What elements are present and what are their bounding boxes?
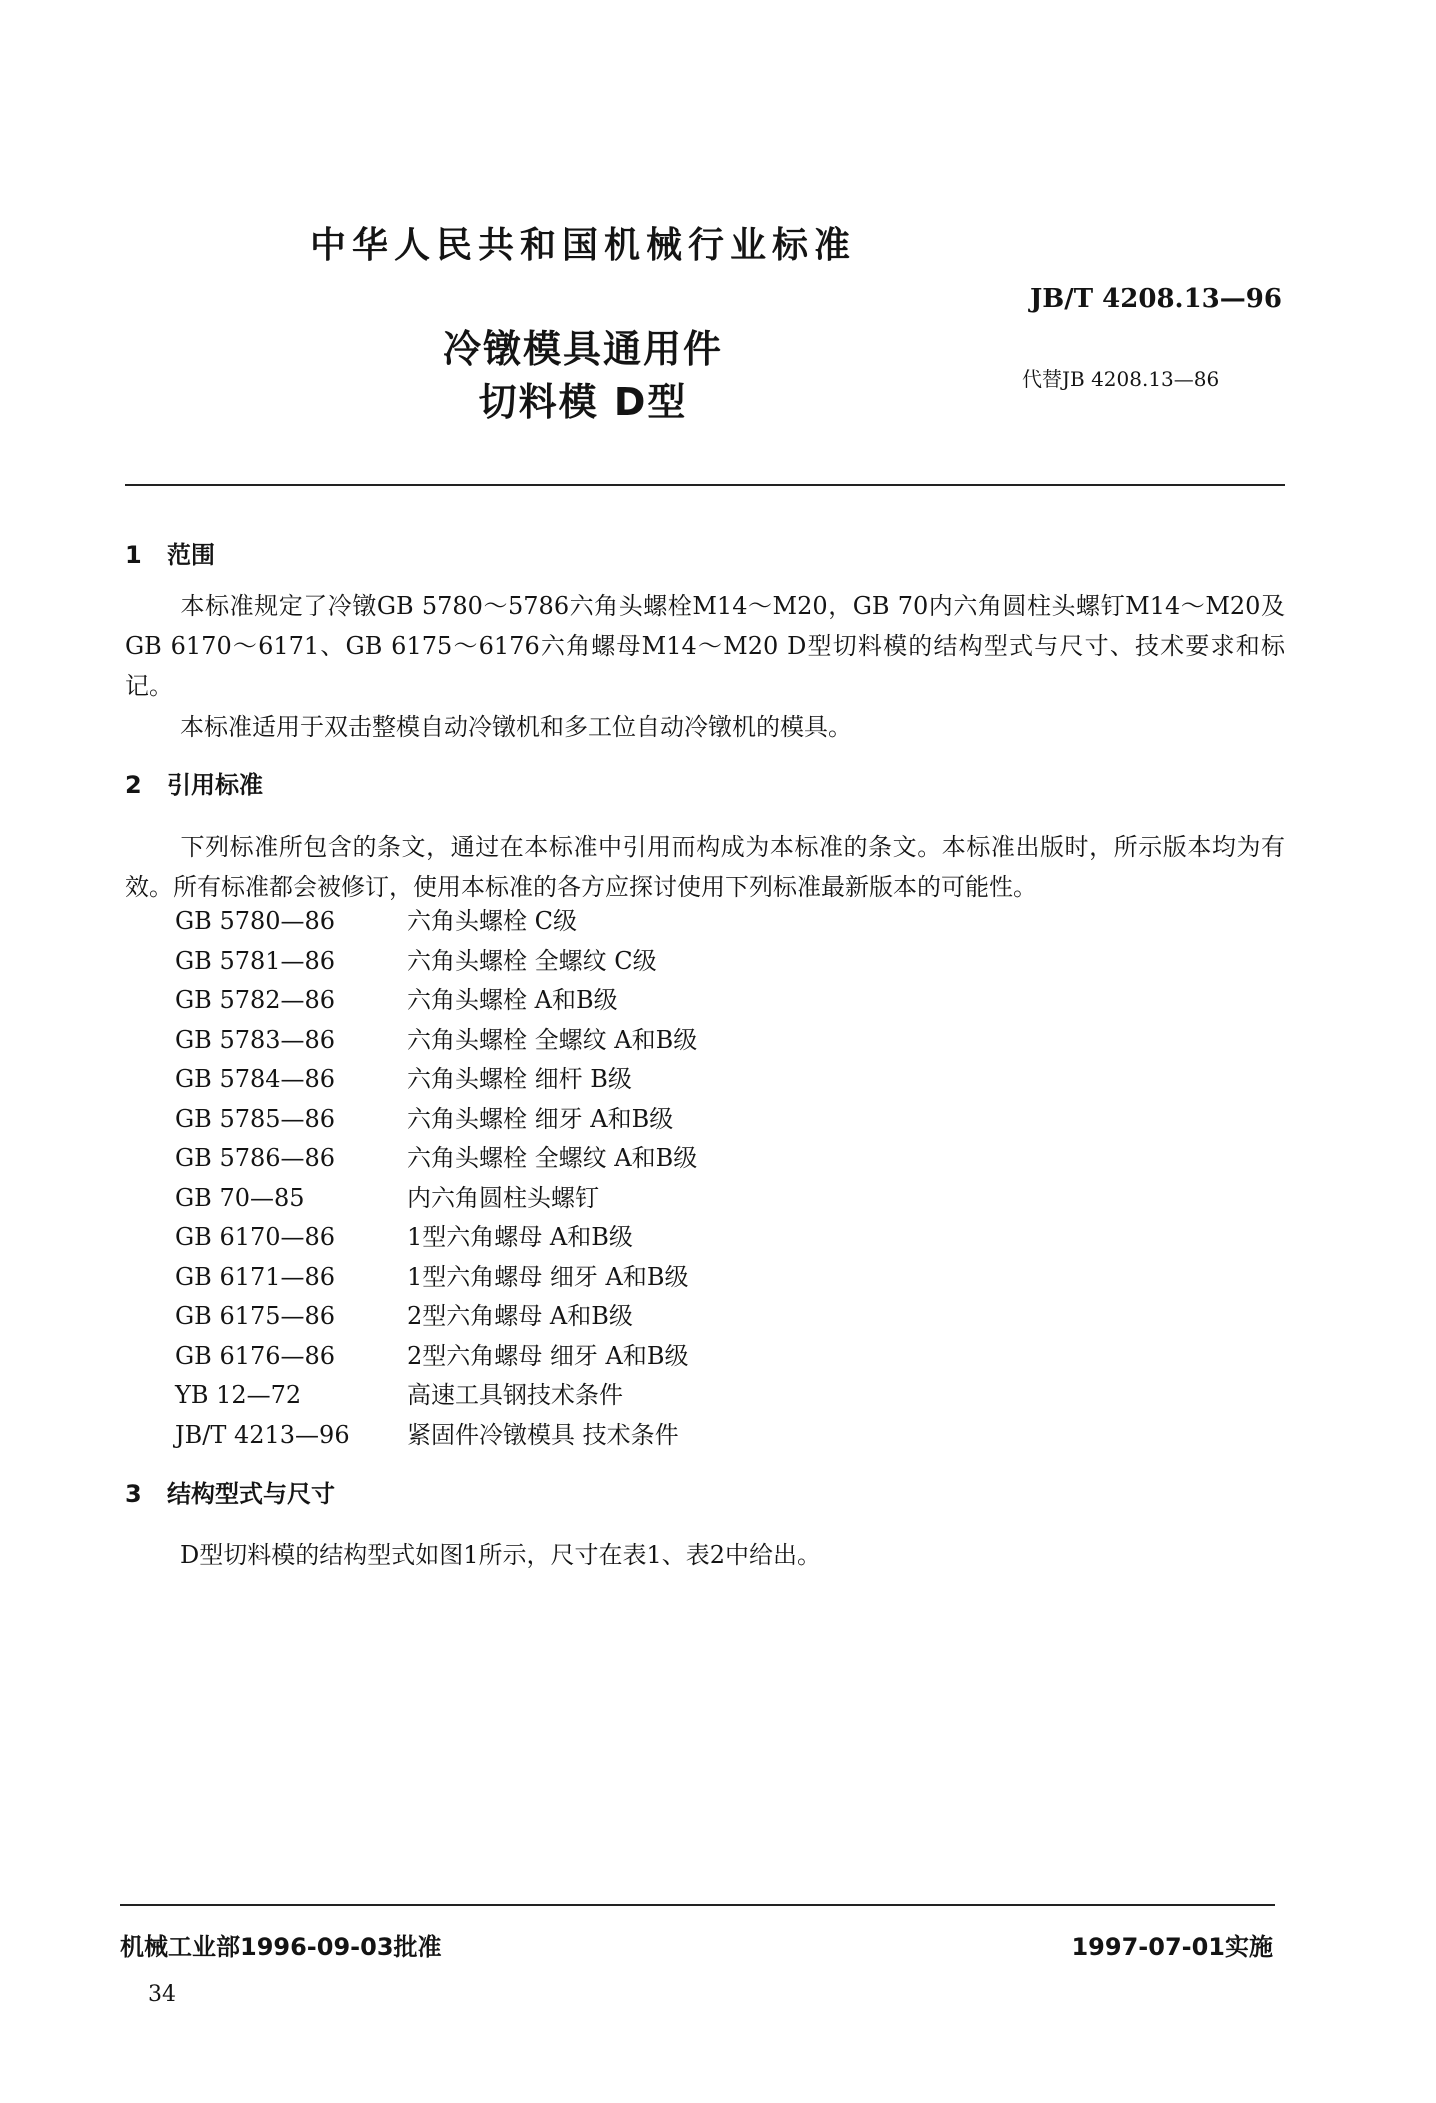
footer-divider <box>120 1904 1275 1906</box>
reference-code: GB 5782—86 <box>175 986 336 1014</box>
reference-item <box>175 1416 697 1456</box>
reference-code: GB 5783—86 <box>175 1025 336 1054</box>
reference-title: 2型六角螺母 细牙 A和B级 <box>407 1341 689 1370</box>
reference-code: GB 6170—86 <box>175 1223 336 1251</box>
reference-item <box>175 1337 697 1377</box>
reference-title: 内六角圆柱头螺钉 <box>407 1183 599 1212</box>
reference-title: 1型六角螺母 细牙 A和B级 <box>407 1262 689 1291</box>
reference-item <box>175 942 697 982</box>
reference-title: 六角头螺栓 细牙 A和B级 <box>407 1104 674 1133</box>
reference-code: GB 6175—86 <box>175 1302 336 1330</box>
standard-code: JB/T 4208.13—96 <box>1030 284 1282 314</box>
section-number: 1 <box>125 541 142 569</box>
document-title-line1: 冷镦模具通用件 <box>442 327 723 371</box>
reference-code: JB/T 4213—96 <box>175 1420 350 1449</box>
paragraph-text: 本标准规定了冷镦GB 5780～5786六角头螺栓M14～M20，GB 70内六角圆柱头螺钉M14～M20及GB 6170～6171、GB 6175～6176六角螺母M14～M20 D型切料模的结构型式与尺寸、技术要求和标记。 <box>125 592 1285 700</box>
reference-title: 1型六角螺母 A和B级 <box>407 1223 633 1251</box>
reference-title: 六角头螺栓 全螺纹 A和B级 <box>407 1144 698 1172</box>
reference-title: 六角头螺栓 细杆 B级 <box>407 1065 632 1093</box>
section-1-heading <box>125 535 215 570</box>
reference-list <box>175 902 697 1455</box>
page-number: 34 <box>148 1982 176 2007</box>
paragraph-text: 本标准适用于双击整模自动冷镦机和多工位自动冷镦机的模具。 <box>180 713 852 741</box>
paragraph-text: 下列标准所包含的条文，通过在本标准中引用而构成为本标准的条文。本标准出版时，所示版本均为有效。所有标准都会被修订，使用本标准的各方应探讨使用下列标准最新版本的可能性。 <box>125 833 1285 901</box>
reference-item <box>175 1376 697 1416</box>
reference-code: GB 5786—86 <box>175 1144 336 1172</box>
reference-title: 2型六角螺母 A和B级 <box>407 1302 633 1330</box>
reference-item <box>175 1258 697 1298</box>
reference-item <box>175 1218 697 1258</box>
reference-code: GB 70—85 <box>175 1183 305 1212</box>
section-2-heading <box>125 765 263 800</box>
section-title: 引用标准 <box>167 771 263 799</box>
reference-item <box>175 1297 697 1337</box>
reference-title: 高速工具钢技术条件 <box>407 1381 623 1409</box>
standard-category-title: 中华人民共和国机械行业标准 <box>309 225 856 266</box>
reference-code: GB 6176—86 <box>175 1341 336 1370</box>
reference-code: GB 5784—86 <box>175 1065 336 1093</box>
reference-item <box>175 1139 697 1179</box>
replaces-standard: 代替JB 4208.13—86 <box>1022 367 1220 391</box>
section-3-paragraph-1 <box>125 1535 1285 1575</box>
section-3-heading <box>125 1474 335 1509</box>
reference-code: GB 5780—86 <box>175 907 336 935</box>
reference-item <box>175 1100 697 1140</box>
reference-code: GB 6171—86 <box>175 1262 336 1291</box>
document-title-line2: 切料模 D型 <box>478 380 688 424</box>
section-2-paragraph-1 <box>125 827 1285 907</box>
reference-item <box>175 1060 697 1100</box>
reference-code: GB 5785—86 <box>175 1104 336 1133</box>
section-number: 2 <box>125 771 142 799</box>
reference-code: YB 12—72 <box>175 1381 302 1409</box>
implementation-date: 1997-07-01实施 <box>1071 1933 1273 1961</box>
reference-item <box>175 1179 697 1219</box>
section-title: 范围 <box>167 541 215 569</box>
reference-title: 六角头螺栓 全螺纹 C级 <box>407 946 657 975</box>
header-divider <box>125 484 1285 486</box>
reference-item <box>175 981 697 1021</box>
reference-title: 六角头螺栓 全螺纹 A和B级 <box>407 1025 698 1054</box>
reference-item <box>175 1021 697 1061</box>
approval-date: 机械工业部1996-09-03批准 <box>120 1933 442 1961</box>
reference-title: 六角头螺栓 A和B级 <box>407 986 618 1014</box>
section-number: 3 <box>125 1480 142 1508</box>
reference-title: 六角头螺栓 C级 <box>407 907 577 935</box>
reference-code: GB 5781—86 <box>175 946 336 975</box>
section-title: 结构型式与尺寸 <box>167 1480 335 1508</box>
reference-title: 紧固件冷镦模具 技术条件 <box>407 1420 679 1449</box>
section-1-paragraph-1 <box>125 586 1285 706</box>
section-1-paragraph-2 <box>125 707 1285 747</box>
paragraph-text: D型切料模的结构型式如图1所示，尺寸在表1、表2中给出。 <box>180 1541 822 1569</box>
reference-item <box>175 902 697 942</box>
